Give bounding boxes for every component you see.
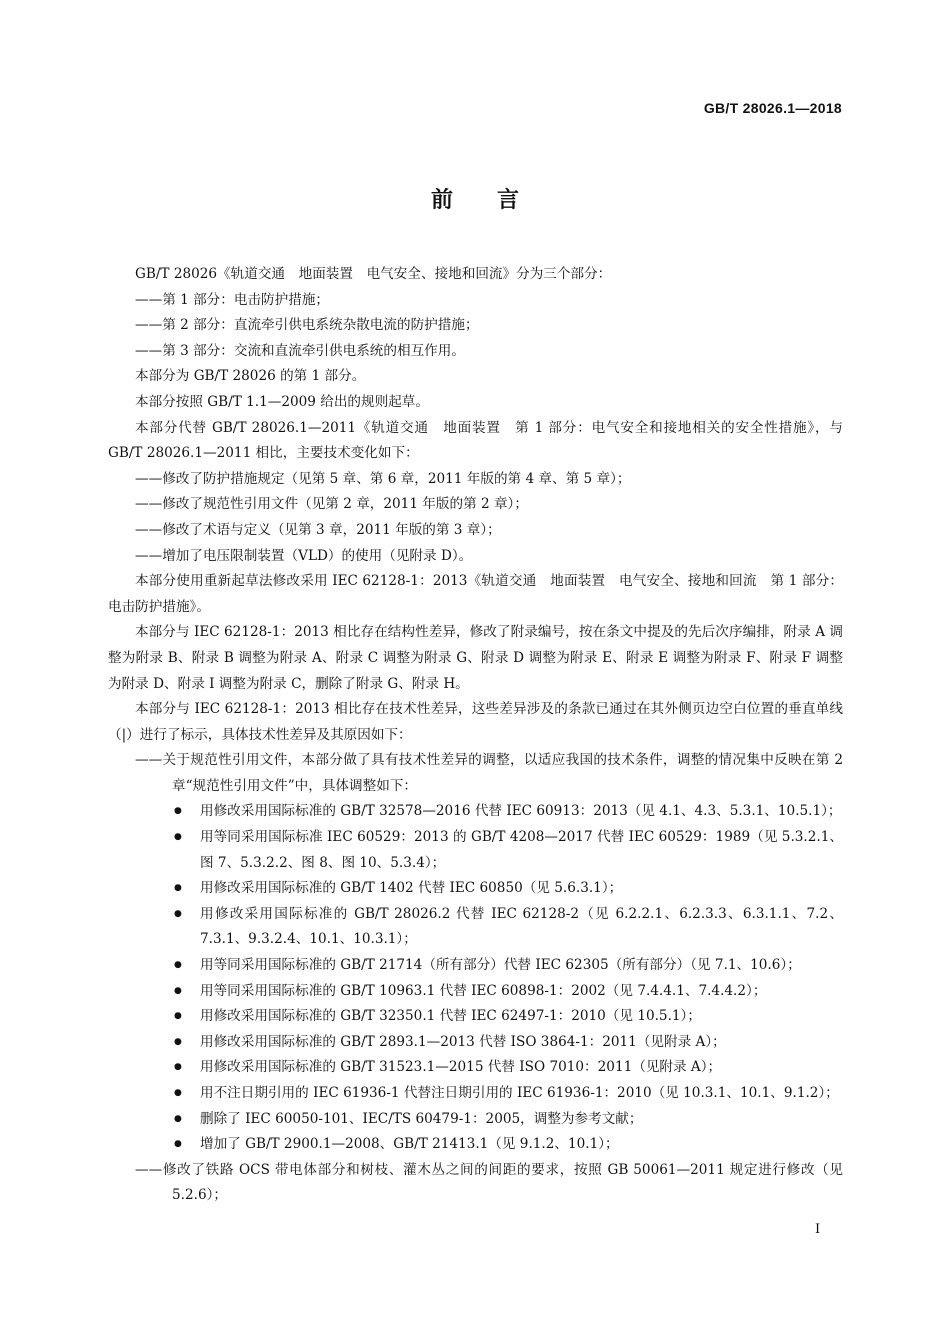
paragraph: 本部分为 GB/T 28026 的第 1 部分。 <box>135 368 366 385</box>
page-number: I <box>815 1222 821 1237</box>
bullet-item: ● 用不注日期引用的 IEC 61936-1 代替注日期引用的 IEC 61936-1：2010（见 10.3.1、10.1、9.1.2）； <box>108 1081 843 1107</box>
bullet-item: ● 用等同采用国际标准的 GB/T 21714（所有部分）代替 IEC 62305（所有部分）（见 7.1、10.6）； <box>108 953 843 979</box>
paragraph: GB/T 28026《轨道交通 地面装置 电气安全、接地和回流》分为三个部分： <box>135 266 612 282</box>
bullet-item: ● 用等同采用国际标准的 GB/T 10963.1 代替 IEC 60898-1：2002（见 7.4.4.1、7.4.4.2）； <box>108 979 843 1005</box>
bullet-item: ● 增加了 GB/T 2900.1—2008、GB/T 21413.1（见 9.1.2、10.1）； <box>108 1132 843 1158</box>
dash-item: ——关于规范性引用文件，本部分做了具有技术性差异的调整，以适应我国的技术条件，调整的情况集中反映在第 2 章“规范性引用文件”中，具体调整如下： <box>135 752 843 794</box>
dash-item: ——修改了规范性引用文件（见第 2 章，2011 年版的第 2 章）； <box>135 496 528 513</box>
paragraph: 本部分代替 GB/T 28026.1—2011《轨道交通 地面装置 第 1 部分：电气安全和接地相关的安全性措施》，与 GB/T 28026.1—2011 相比，主要技术变化如下： <box>108 419 843 462</box>
dash-item: ——修改了铁路 OCS 带电体部分和树枝、灌木丛之间的间距的要求，按照 GB 50061—2011 规定进行修改（见 5.2.6）； <box>135 1161 843 1204</box>
dash-item: ——第 2 部分：直流牵引供电系统杂散电流的防护措施； <box>135 317 479 334</box>
bullet-item: ● 用修改采用国际标准的 GB/T 32578—2016 代替 IEC 60913：2013（见 4.1、4.3、5.3.1、10.5.1）； <box>108 799 843 825</box>
bullet-item: ● 用修改采用国际标准的 GB/T 1402 代替 IEC 60850（见 5.6.3.1）； <box>108 876 843 902</box>
standard-number: GB/T 28026.1—2018 <box>703 100 842 116</box>
dash-item: ——增加了电压限制装置（VLD）的使用（见附录 D）。 <box>135 547 473 564</box>
bullet-item: ● 用修改采用国际标准的 GB/T 28026.2 代替 IEC 62128-2（见 6.2.2.1、6.2.3.3、6.3.1.1、7.2、7.3.1、9.3.2.4、10.1、10.3.1）； <box>108 902 843 953</box>
paragraph: 本部分按照 GB/T 1.1—2009 给出的规则起草。 <box>135 393 429 410</box>
bullet-item: ● 用修改采用国际标准的 GB/T 32350.1 代替 IEC 62497-1：2010（见 10.5.1）； <box>108 1004 843 1030</box>
bullet-item: ● 用修改采用国际标准的 GB/T 2893.1—2013 代替 ISO 3864-1：2011（见附录 A）； <box>108 1030 843 1056</box>
dash-item: ——修改了防护措施规定（见第 5 章、第 6 章，2011 年版的第 4 章、第 5 章）； <box>135 470 631 487</box>
dash-item: ——第 1 部分：电击防护措施； <box>135 291 330 308</box>
page-title: 前言 <box>430 188 563 213</box>
paragraph: 本部分与 IEC 62128-1：2013 相比存在结构性差异，修改了附录编号，按在条文中提及的先后次序编排，附录 A 调整为附录 B、附录 B 调整为附录 A、附录 C 调整为附录 G、附录 D 调整为附录 E、附录 E 调整为附录 F、附录 F 调整为附录 D、附录 I 调整为附录 C，删除了附录 G、附录 H。 <box>108 624 843 692</box>
paragraph: 本部分使用重新起草法修改采用 IEC 62128-1：2013《轨道交通 地面装置 电气安全、接地和回流 第 1 部分：电击防护措施》。 <box>108 573 843 615</box>
dash-item: ——第 3 部分：交流和直流牵引供电系统的相互作用。 <box>135 342 465 359</box>
bullet-item: ● 用修改采用国际标准的 GB/T 31523.1—2015 代替 ISO 7010：2011（见附录 A）； <box>108 1055 843 1081</box>
bullet-item: ● 用等同采用国际标准 IEC 60529：2013 的 GB/T 4208—2017 代替 IEC 60529：1989（见 5.3.2.1、图 7、5.3.2.2、图 8、图 10、5.3.4）； <box>108 825 843 876</box>
bullet-item: ● 删除了 IEC 60050-101、IEC/TS 60479-1：2005，调整为参考文献； <box>108 1107 843 1133</box>
paragraph: 本部分与 IEC 62128-1：2013 相比存在技术性差异，这些差异涉及的条款已通过在其外侧页边空白位置的垂直单线（|）进行了标示，具体技术性差异及其原因如下： <box>108 701 843 743</box>
dash-item: ——修改了术语与定义（见第 3 章，2011 年版的第 3 章）； <box>135 521 501 538</box>
bullet-list <box>108 799 843 1157</box>
body-text <box>108 262 843 1209</box>
